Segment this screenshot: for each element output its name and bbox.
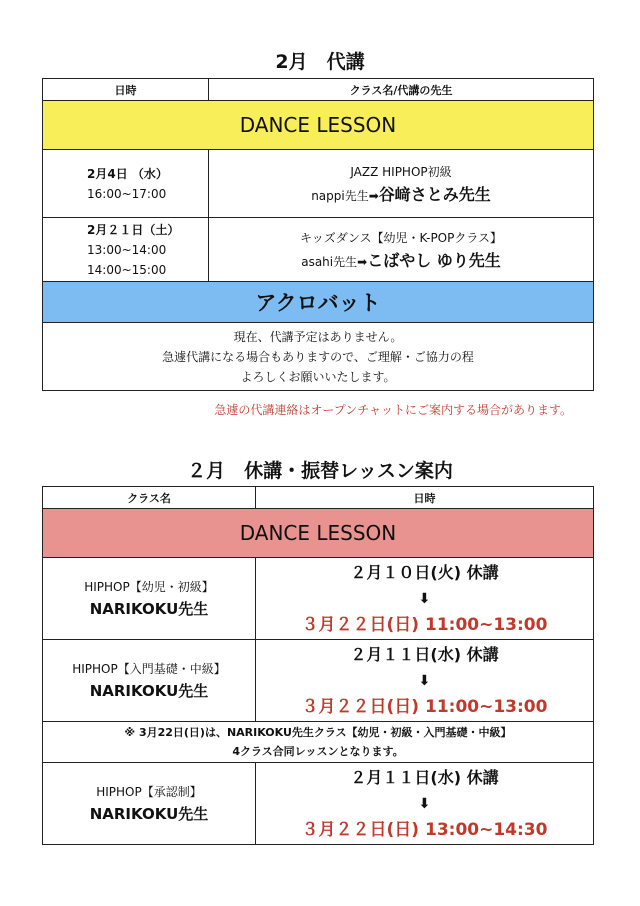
makeup-date: ３月２２日(日) 11:00~13:00 — [301, 614, 548, 635]
time-line: 16:00~17:00 — [87, 186, 167, 201]
header-date: 日時 — [43, 79, 209, 101]
header-class: クラス名 — [43, 487, 256, 509]
teacher-name: NARIKOKU先生 — [89, 682, 209, 700]
message-line: 急遽代講になる場合もありますので、ご理解・ご協力の程 — [162, 349, 474, 364]
header-datetime: 日時 — [256, 487, 594, 509]
teacher-change — [209, 248, 593, 271]
date-line: 2月4日 （水） — [87, 166, 168, 181]
class-name: HIPHOP【承認制】 — [96, 785, 202, 799]
schedule-cell — [256, 763, 594, 845]
teacher-change — [209, 182, 593, 205]
right-arrow-icon: ➡ — [357, 255, 368, 269]
down-arrow-icon: ⬇ — [418, 590, 431, 607]
right-arrow-icon: ➡ — [368, 189, 379, 203]
message-line: よろしくお願いいたします。 — [240, 369, 396, 384]
from-teacher: nappi先生 — [311, 189, 369, 203]
substitute-table — [42, 78, 594, 391]
substitute-note: 急遽の代講連絡はオープンチャットにご案内する場合があります。 — [214, 403, 572, 417]
closure-table — [42, 486, 594, 845]
time-line: 14:00~15:00 — [87, 262, 167, 277]
notice-line: ※ 3月22日(日)は、NARIKOKU先生クラス【幼児・初級・入門基礎・中級】 — [124, 726, 512, 739]
substitute-class-cell — [209, 150, 594, 218]
to-teacher: こばやし ゆり先生 — [367, 251, 501, 270]
teacher-name: NARIKOKU先生 — [89, 805, 209, 823]
class-name: JAZZ HIPHOP初級 — [350, 165, 452, 179]
acrobat-band: アクロバット — [43, 282, 594, 323]
schedule-cell — [256, 558, 594, 640]
dance-lesson-band-red: DANCE LESSON — [43, 509, 594, 558]
substitute-date-cell — [43, 218, 209, 282]
acrobat-message — [43, 323, 594, 391]
date-line: 2月２１日（土） — [87, 222, 180, 237]
class-name: キッズダンス【幼児・K-POPクラス】 — [299, 231, 503, 245]
class-cell — [43, 640, 256, 722]
dance-lesson-band: DANCE LESSON — [43, 101, 594, 150]
down-arrow-icon: ⬇ — [418, 672, 431, 689]
class-name: HIPHOP【入門基礎・中級】 — [72, 662, 226, 676]
time-line: 13:00~14:00 — [87, 242, 167, 257]
closed-date: ２月１１日(水) 休講 — [350, 644, 499, 664]
header-class-teacher: クラス名/代講の先生 — [209, 79, 594, 101]
makeup-date: ３月２２日(日) 13:00~14:30 — [301, 819, 548, 840]
class-cell — [43, 763, 256, 845]
teacher-name: NARIKOKU先生 — [89, 600, 209, 618]
closed-date: ２月１０日(火) 休講 — [350, 562, 499, 582]
makeup-date: ３月２２日(日) 11:00~13:00 — [301, 696, 548, 717]
substitute-date-cell — [43, 150, 209, 218]
joint-lesson-notice — [43, 722, 594, 763]
section1-title: 2月 代講 — [275, 51, 365, 73]
down-arrow-icon: ⬇ — [418, 795, 431, 812]
notice-line: 4クラス合同レッスンとなります。 — [232, 745, 404, 758]
to-teacher: 谷﨑さとみ先生 — [378, 185, 491, 204]
section2-title: ２月 休講・振替レッスン案内 — [187, 460, 453, 482]
class-cell — [43, 558, 256, 640]
class-name: HIPHOP【幼児・初級】 — [84, 580, 214, 594]
schedule-cell — [256, 640, 594, 722]
closed-date: ２月１１日(水) 休講 — [350, 767, 499, 787]
from-teacher: asahi先生 — [301, 255, 358, 269]
message-line: 現在、代講予定はありません。 — [233, 329, 403, 344]
substitute-class-cell — [209, 218, 594, 282]
